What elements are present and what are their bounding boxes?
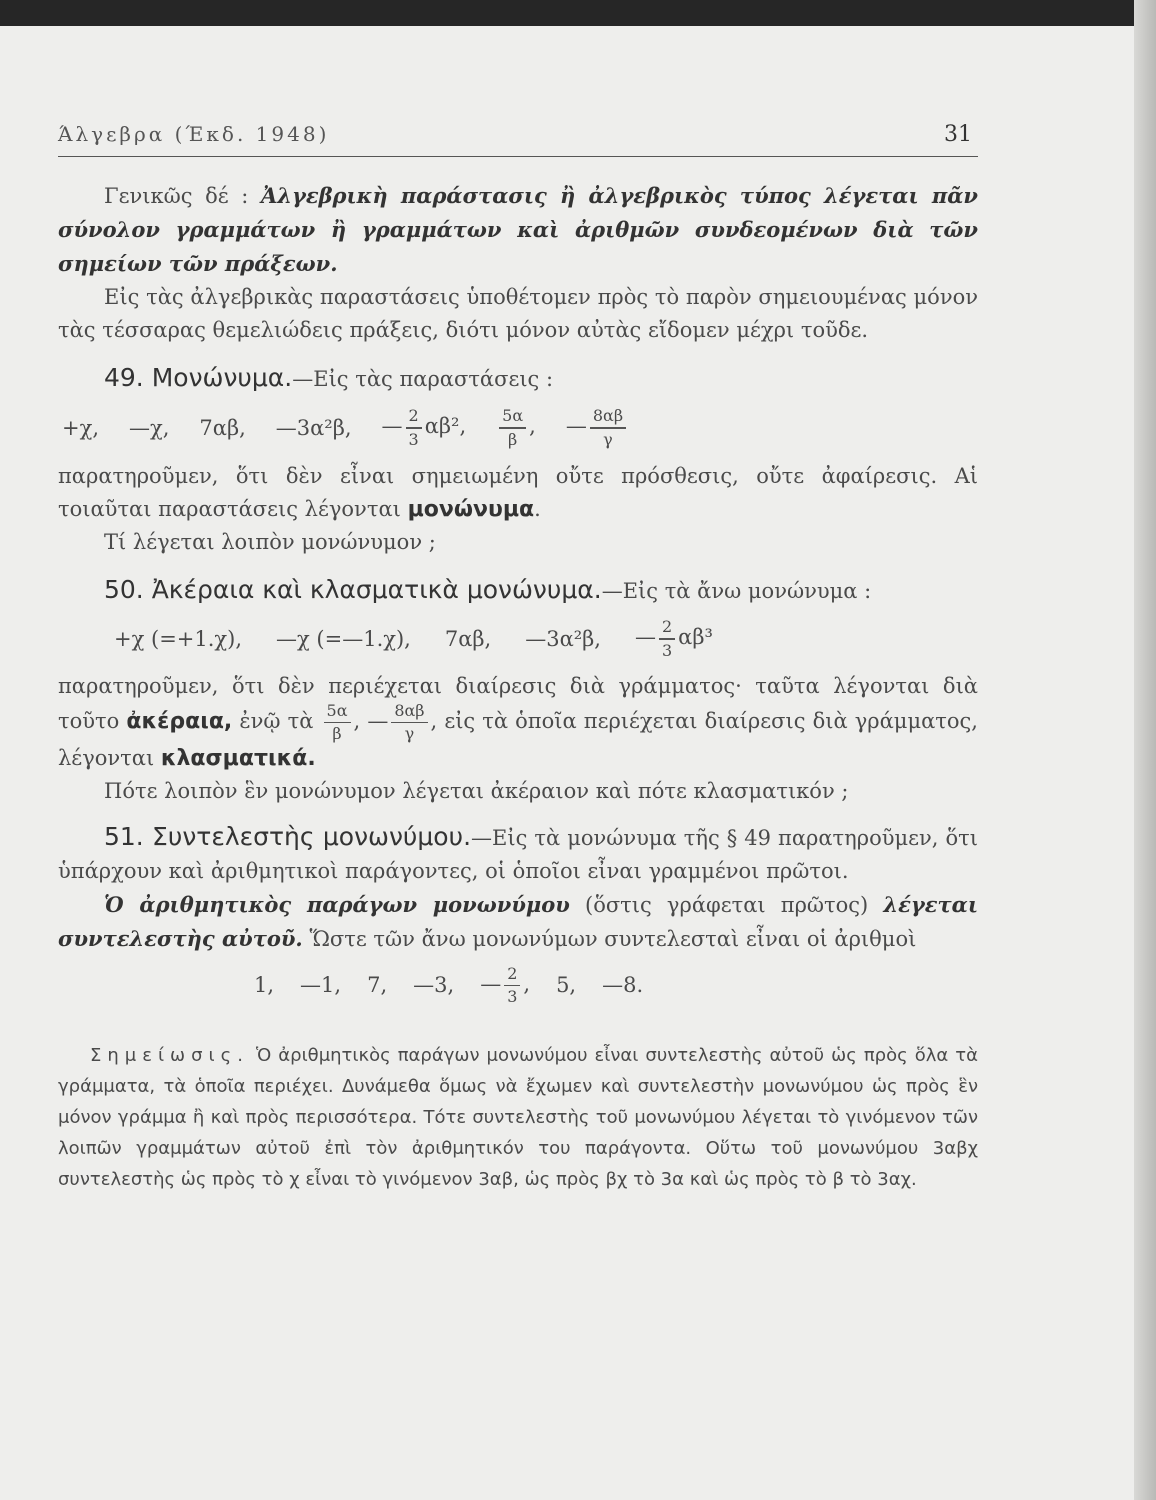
coefficient: 1,	[254, 973, 275, 998]
term-integral: ἀκέραια,	[126, 709, 233, 735]
intro-lead: Γενικῶς δέ :	[104, 184, 249, 208]
algebraic-expression-definition: Ἀλγεβρικὴ παράστασις ἢ ἀλγεβρικὸς τύπος λέγεται πᾶν σύνολον γραμμάτων ἢ γραμμάτων καὶ ἀριθμῶν συνδεομένων διὰ τῶν σημείων τῶν πράξεων.	[58, 183, 978, 276]
section-51-heading-line	[58, 820, 978, 888]
math-term: +χ (=+1.χ),	[114, 627, 243, 651]
note-label: Σημείωσις.	[90, 1045, 249, 1067]
coefficient: —3,	[413, 973, 455, 998]
fraction: $\frac{5\alpha}{\beta}$	[324, 703, 351, 742]
section-49-text: παρατηροῦμεν, ὅτι δὲν εἶναι σημειωμένη οὔτε πρόσθεσις, οὔτε ἀφαίρεσις. Αἱ τοιαῦται παραστάσεις λέγονται μονώνυμα.	[58, 464, 978, 522]
math-term: — $\frac{2}{3}$ αβ³	[634, 617, 713, 660]
math-term: 7αβ,	[199, 416, 246, 440]
fraction: $\frac{5\alpha}{\beta}$	[499, 408, 526, 447]
section-51-heading-after: —Εἰς τὰ μονώνυμα τῆς § 49 παρατηροῦμεν, ὅτι ὑπάρχουν καὶ ἀριθμητικοὶ παράγοντες, οἱ ὁποῖοι εἶναι γραμμένοι πρῶτοι.	[58, 826, 978, 884]
section-49-heading: 49. Μονώνυμα.	[104, 363, 293, 392]
intro-definition-paragraph	[58, 179, 978, 281]
section-50-heading-line	[58, 573, 978, 608]
note-paragraph	[58, 1040, 978, 1195]
section-49-heading-line	[58, 361, 978, 396]
math-term: — $\frac{8\alpha\beta}{\gamma}$	[566, 408, 629, 447]
scan-right-edge	[1134, 0, 1156, 1500]
section-49-question: Τί λέγεται λοιπὸν μονώνυμον ;	[104, 530, 436, 554]
math-term: +χ,	[62, 416, 99, 440]
fraction: $\frac{8\alpha\beta}{\gamma}$	[391, 703, 427, 742]
fraction: $\frac{2}{3}$	[659, 619, 675, 658]
math-term: —χ (=—1.χ),	[276, 627, 411, 651]
fraction: $\frac{8\alpha\beta}{\gamma}$	[590, 408, 626, 447]
note-text: Ὁ ἀριθμητικὸς παράγων μονωνύμου εἶναι συντελεστὴς αὐτοῦ ὡς πρὸς ὅλα τὰ γράμματα, τὰ ὁποῖα περιέχει. Δυνάμεθα ὅμως νὰ ἔχωμεν καὶ συντελεστὴν μονωνύμου ὡς πρὸς ἓν μόνον γράμμα ἢ καὶ πρὸς περισσότερα. Τότε συντελεστὴς τοῦ μονωνύμου λέγεται τὸ γινόμενον τῶν λοιπῶν γραμμάτων αὐτοῦ ἐπὶ τὸν ἀριθμητικόν του παράγοντα. Οὕτω τοῦ μονωνύμου 3αβχ συντελεστὴς ὡς πρὸς τὸ χ εἶναι τὸ γινόμενον 3αβ, ὡς πρὸς βχ τὸ 3α καὶ ὡς πρὸς τὸ β τὸ 3αχ.	[58, 1045, 978, 1191]
section-49-heading-after: —Εἰς τὰς παραστάσεις :	[292, 367, 554, 391]
coefficient-definition: Ὁ ἀριθμητικὸς παράγων μονωνύμου (ὅστις γράφεται πρῶτος) λέγεται συντελεστὴς αὐτοῦ. Ὥστε τῶν ἄνω μονωνύμων συντελεσταὶ εἶναι οἱ ἀριθμοὶ	[58, 892, 978, 952]
math-term: —3α²β,	[525, 627, 601, 651]
running-title: Άλγεβρα (Έκδ. 1948)	[58, 122, 330, 146]
section-50-text: παρατηροῦμεν, ὅτι δὲν περιέχεται διαίρεσις διὰ γράμματος· ταῦτα λέγονται διὰ τοῦτο ἀκέραια, ἐνῷ τὰ $\frac{5\alpha}{\beta}$ , — $\frac{8\alpha\beta}{\gamma}$ , εἰς τὰ ὁποῖα περιέχεται διαίρεσις διὰ γράμματος, λέγονται κλασματικά.	[58, 674, 978, 772]
coefficient: 5,	[556, 973, 577, 998]
section-50-heading: 50. Ἀκέραια καὶ κλασματικὰ μονώνυμα.	[104, 575, 602, 604]
section-50-expressions	[58, 608, 978, 670]
section-49-expressions	[58, 396, 978, 460]
math-term: $\frac{5\alpha}{\beta}$ ,	[496, 408, 536, 447]
page-number: 31	[944, 122, 972, 147]
fraction: $\frac{2}{3}$	[406, 408, 422, 447]
fraction: $\frac{2}{3}$	[504, 966, 520, 1005]
term-fractional: κλασματικά.	[160, 746, 316, 772]
scan-top-edge	[0, 0, 1156, 26]
book-page	[58, 120, 978, 1195]
section-50-heading-after: —Εἰς τὰ ἄνω μονώνυμα :	[601, 579, 872, 603]
page-header	[58, 120, 978, 157]
math-term: 7αβ,	[444, 627, 492, 651]
math-term: — $\frac{2}{3}$ αβ²,	[381, 406, 467, 449]
coefficient: —1,	[300, 973, 342, 998]
term-monomials: μονώνυμα	[407, 497, 535, 522]
coefficient: 7,	[367, 973, 388, 998]
section-51-heading: 51. Συντελεστὴς μονωνύμου.	[104, 822, 472, 852]
section-50-question: Πότε λοιπὸν ἓν μονώνυμον λέγεται ἀκέραιον καὶ πότε κλασματικόν ;	[104, 779, 849, 804]
coefficients-list	[58, 956, 978, 1014]
math-term: —3α²β,	[275, 416, 352, 440]
math-term: —χ,	[129, 416, 170, 440]
intro-paragraph-2: Εἰς τὰς ἀλγεβρικὰς παραστάσεις ὑποθέτομεν πρὸς τὸ παρὸν σημειουμένας μόνον τὰς τέσσαρας θεμελιώδεις πράξεις, διότι μόνον αὐτὰς εἴδομεν μέχρι τοῦδε.	[58, 285, 978, 342]
coefficient: — $\frac{2}{3}$ ,	[480, 963, 531, 1006]
coefficient: —8.	[602, 973, 644, 998]
